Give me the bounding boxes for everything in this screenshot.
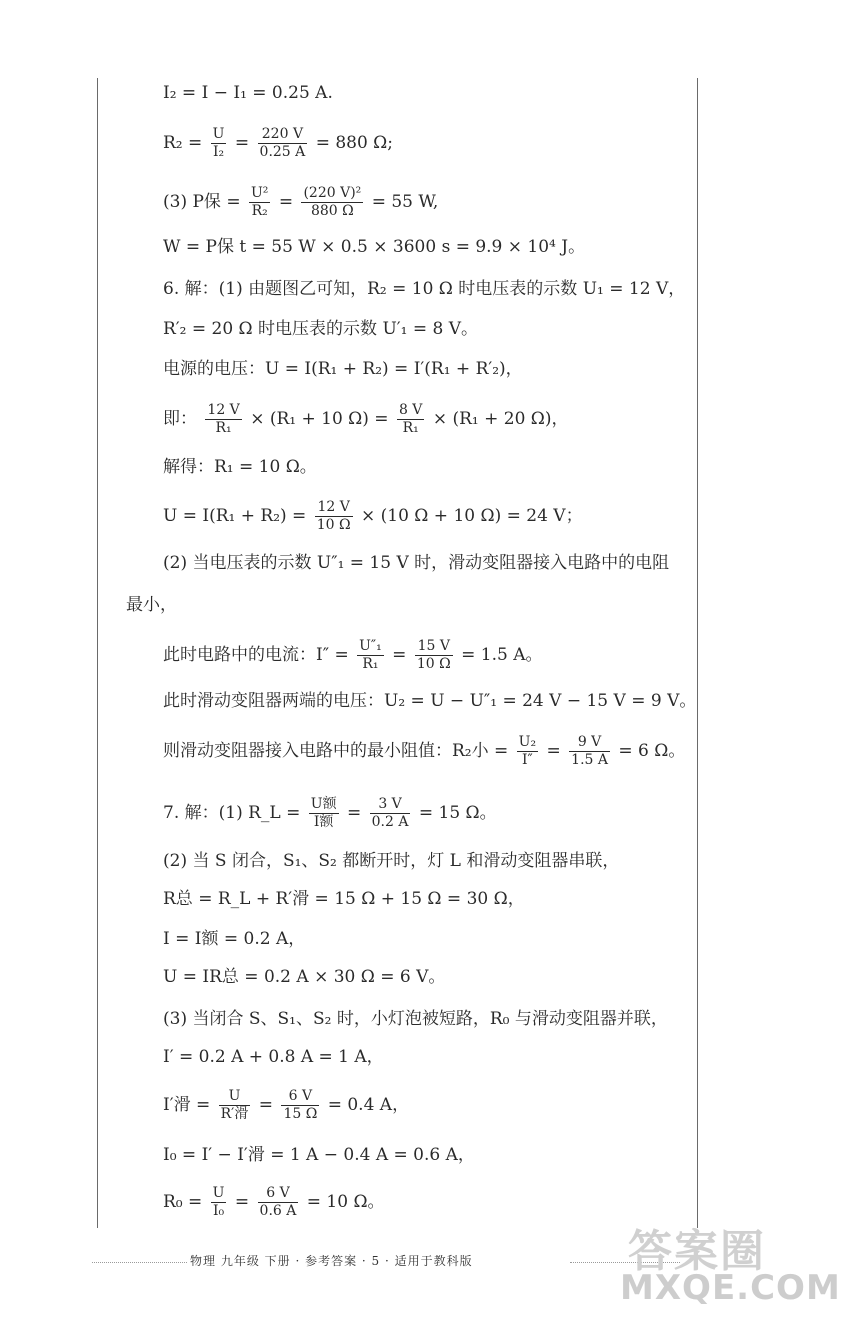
line-12: 最小， [126, 595, 177, 615]
line-6: R′₂ = 20 Ω 时电压表的示数 U′₁ = 8 V。 [163, 319, 479, 339]
fraction: $\frac{220 V}{0.25 A}$ [259, 126, 306, 160]
line-4: W = P保 t = 55 W × 0.5 × 3600 s = 9.9 × 10⁴ J。 [163, 237, 586, 257]
fraction: $\frac{U}{\text{R′滑}}$ [220, 1088, 249, 1122]
fraction: $\frac{\text{U额}}{\text{I额}}$ [310, 796, 337, 830]
footer-dotted-rule-left [92, 1262, 187, 1263]
fraction: $\frac{8 V}{\text{R₁}}$ [398, 402, 423, 436]
line-15: 则滑动变阻器接入电路中的最小阻值：R₂小 = $\frac{\text{U₂}}{I''}$ = $\frac{9 V}{1.5 A}$ = 6 Ω。 [163, 734, 686, 768]
fraction: $\frac{U}{\text{I₂}}$ [212, 126, 225, 160]
line-25: R₀ = $\frac{U}{\text{I₀}}$ = $\frac{6 V}{0.6 A}$ = 10 Ω。 [163, 1185, 385, 1219]
watermark-logo: 答案圈 [628, 1226, 766, 1277]
line-16: 7. 解：(1) R_L = $\frac{\text{U额}}{\text{I额}}$ = $\frac{3 V}{0.2 A}$ = 15 Ω。 [163, 796, 497, 830]
fraction: $\frac{\text{U²}}{\text{R₂}}$ [250, 185, 269, 219]
page-footer: 物理 九年级 下册 · 参考答案 · 5 · 适用于教科版 [190, 1254, 473, 1268]
fraction: $\frac{\text{U₂}}{I''}$ [518, 734, 537, 768]
line-20: U = IR总 = 0.2 A × 30 Ω = 6 V。 [163, 967, 446, 987]
line-2: R₂ = $\frac{U}{\text{I₂}}$ = $\frac{220 V}{0.25 A}$ = 880 Ω; [163, 126, 394, 160]
left-margin-rule [97, 78, 98, 1228]
right-margin-rule [697, 78, 698, 1228]
line-13: 此时电路中的电流：I″ = $\frac{\text{U″₁}}{\text{R₁}}$ = $\frac{15 V}{10 \Omega}$ = 1.5 A。 [163, 638, 543, 672]
line-17: (2) 当 S 闭合，S₁、S₂ 都断开时，灯 L 和滑动变阻器串联， [163, 851, 620, 871]
line-14: 此时滑动变阻器两端的电压：U₂ = U − U″₁ = 24 V − 15 V = 9 V。 [163, 691, 697, 711]
fraction: $\frac{12 V}{\text{R₁}}$ [207, 402, 240, 436]
fraction: $\frac{12 V}{10 \Omega}$ [316, 499, 351, 533]
fraction: $\frac{9 V}{1.5 A}$ [571, 734, 608, 768]
line-9: 解得：R₁ = 10 Ω。 [163, 457, 317, 477]
line-22: I′ = 0.2 A + 0.8 A = 1 A， [163, 1047, 384, 1067]
line-8: 即： $\frac{12 V}{\text{R₁}}$ × (R₁ + 10 Ω) = $\frac{8 V}{\text{R₁}}$ × (R₁ + 20 Ω)， [163, 402, 569, 436]
line-5: 6. 解：(1) 由题图乙可知，R₂ = 10 Ω 时电压表的示数 U₁ = 12 V， [163, 279, 686, 299]
line-1: I₂ = I − I₁ = 0.25 A. [163, 83, 333, 103]
watermark-url: MXQE.COM [620, 1268, 841, 1308]
fraction: $\frac{\text{U″₁}}{\text{R₁}}$ [359, 638, 382, 672]
line-10: U = I(R₁ + R₂) = $\frac{12 V}{10 \Omega}$ × (10 Ω + 10 Ω) = 24 V； [163, 499, 583, 533]
line-3: (3) P保 = $\frac{\text{U²}}{\text{R₂}}$ = $\frac{\text{(220 V)²}}{880 \Omega}$ = 55 W, [163, 185, 439, 219]
line-24: I₀ = I′ − I′滑 = 1 A − 0.4 A = 0.6 A， [163, 1145, 475, 1165]
fraction: $\frac{U}{\text{I₀}}$ [212, 1185, 225, 1219]
line-11: (2) 当电压表的示数 U″₁ = 15 V 时，滑动变阻器接入电路中的电阻 [163, 553, 670, 573]
line-21: (3) 当闭合 S、S₁、S₂ 时，小灯泡被短路，R₀ 与滑动变阻器并联， [163, 1009, 668, 1029]
fraction: $\frac{6 V}{0.6 A}$ [259, 1185, 297, 1219]
fraction: $\frac{15 V}{10 \Omega}$ [416, 638, 451, 672]
fraction: $\frac{\text{(220 V)²}}{880 \Omega}$ [303, 185, 362, 219]
line-18: R总 = R_L + R′滑 = 15 Ω + 15 Ω = 30 Ω， [163, 889, 525, 909]
line-19: I = I额 = 0.2 A， [163, 929, 306, 949]
fraction: $\frac{6 V}{15 \Omega}$ [283, 1088, 318, 1122]
line-7: 电源的电压：U = I(R₁ + R₂) = I′(R₁ + R′₂)， [163, 359, 523, 379]
fraction: $\frac{3 V}{0.2 A}$ [371, 796, 409, 830]
line-23: I′滑 = $\frac{U}{\text{R′滑}}$ = $\frac{6 V}{15 \Omega}$ = 0.4 A， [163, 1088, 410, 1122]
